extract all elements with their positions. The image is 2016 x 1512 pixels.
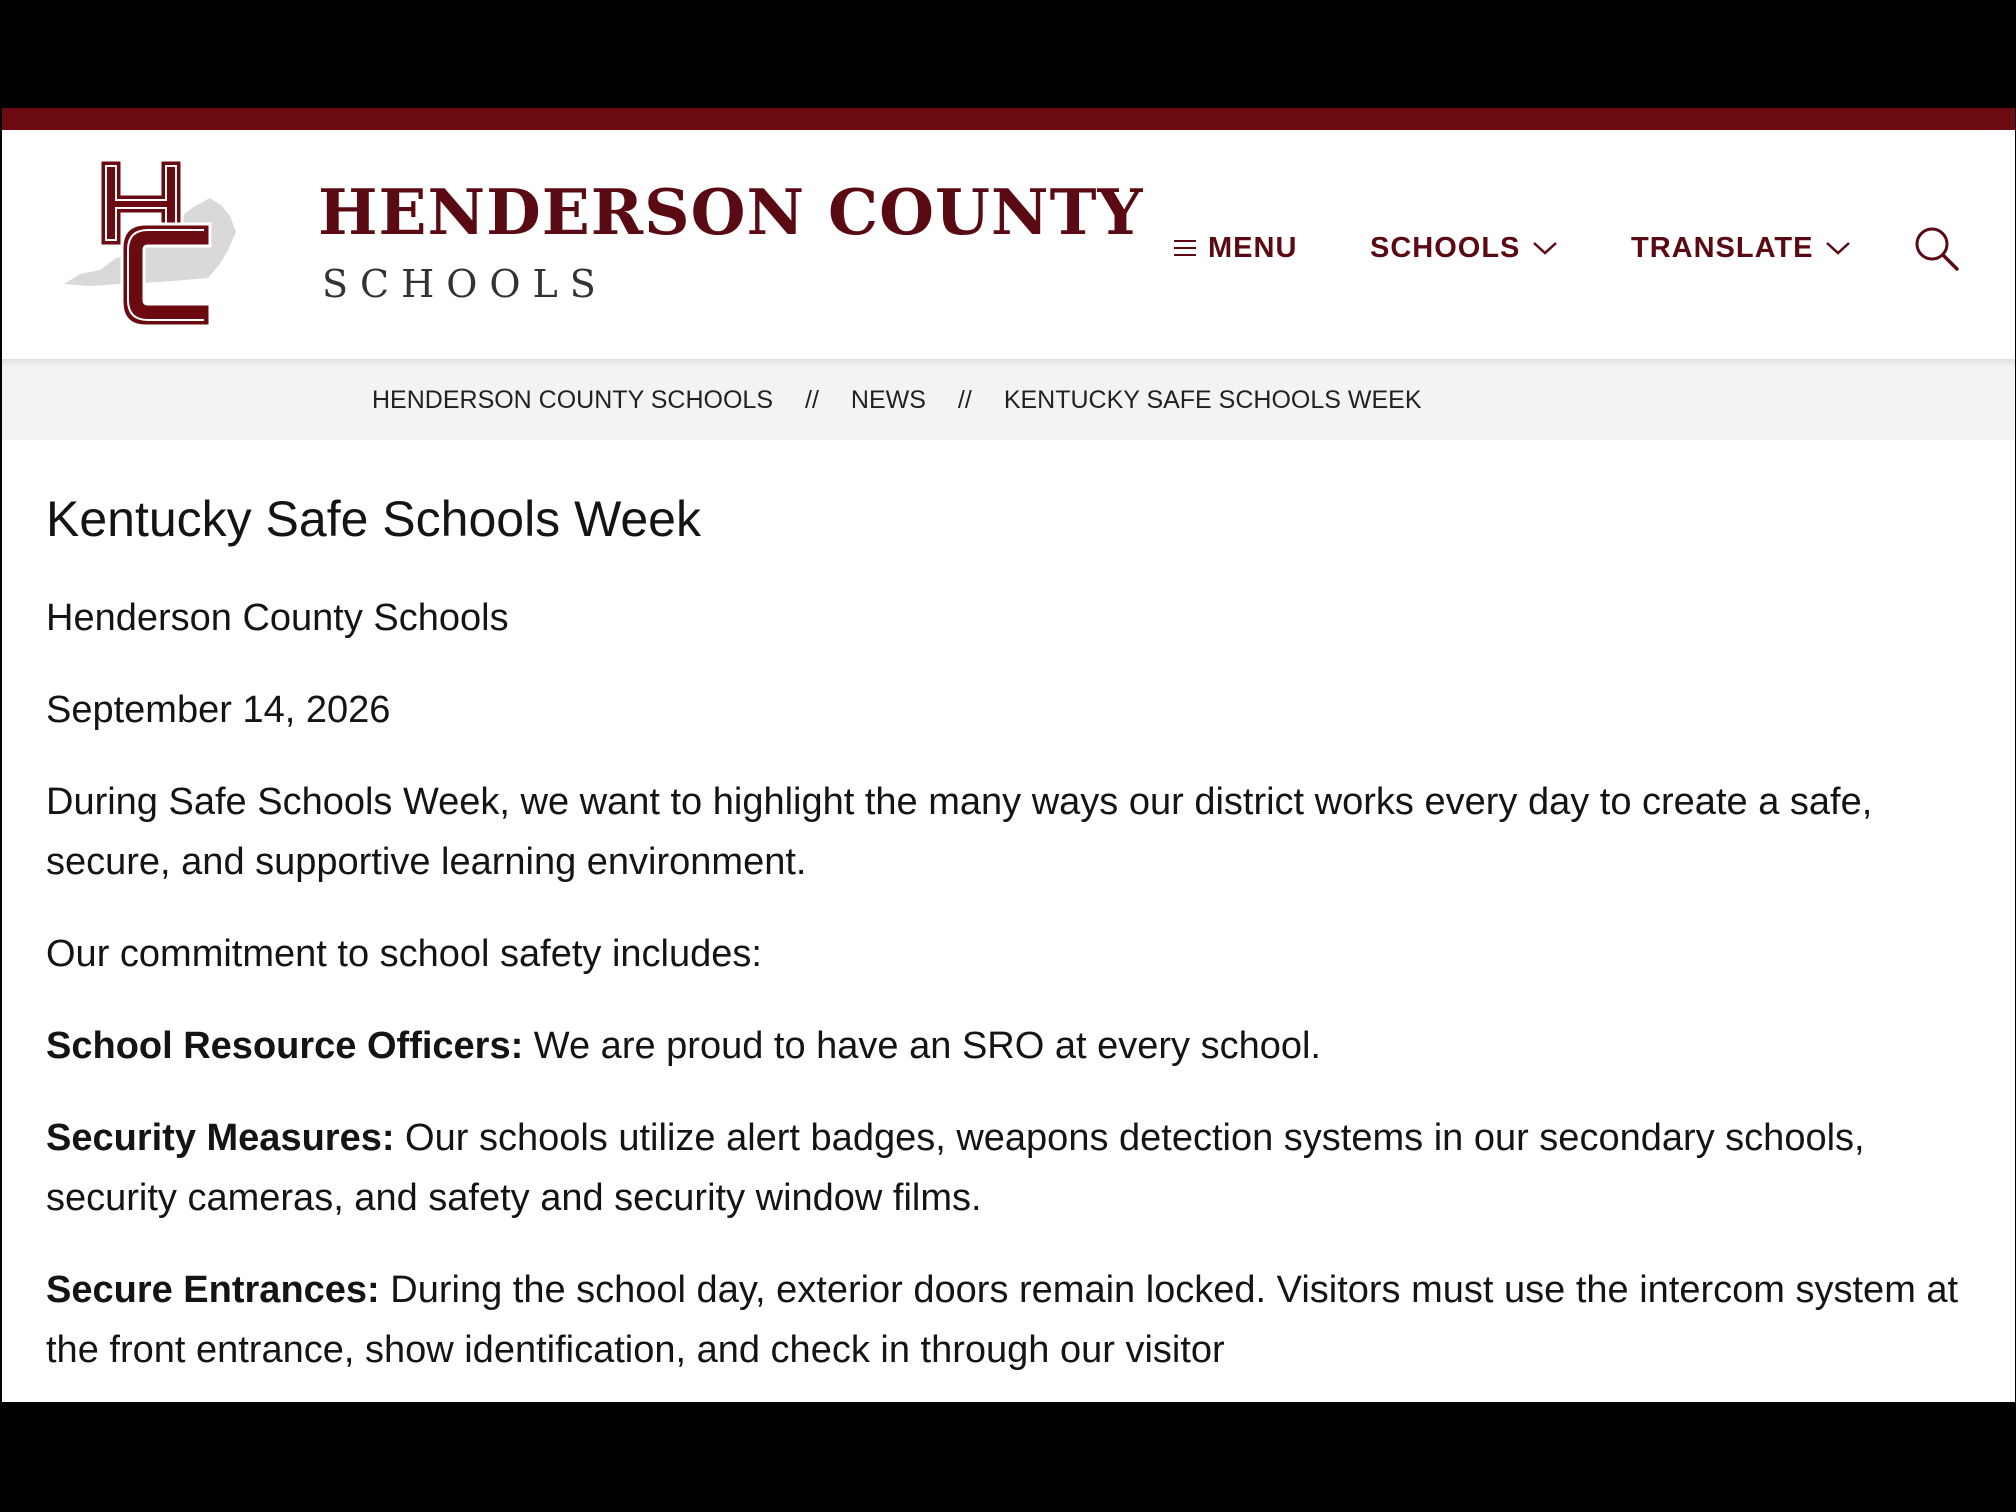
breadcrumb-separator: // (957, 385, 972, 414)
breadcrumb-bar (2, 359, 2015, 440)
article-date: September 14, 2026 (46, 689, 391, 731)
top-accent-bar (2, 108, 2015, 130)
article (46, 488, 1976, 1402)
menu-button[interactable] (1174, 228, 1297, 268)
article-author: Henderson County Schools (46, 597, 509, 639)
page (2, 108, 2015, 1402)
article-commitment: Our commitment to school safety includes: (46, 933, 762, 975)
article-title: Kentucky Safe Schools Week (46, 491, 701, 547)
breadcrumb (372, 381, 1422, 419)
safety-item-text: During the school day, exterior doors remain locked. Visitors must use the intercom system at the front entrance, show identification, and check in through our visitor (46, 1269, 1959, 1371)
translate-dropdown[interactable] (1631, 228, 1851, 268)
hamburger-icon (1174, 240, 1196, 256)
article-intro: During Safe Schools Week, we want to highlight the many ways our district works every day to create a safe, secure, and supportive learning environment. (46, 781, 1873, 883)
breadcrumb-separator: // (805, 385, 819, 414)
safety-item (46, 1016, 1976, 1076)
translate-label: TRANSLATE (1631, 231, 1814, 264)
safety-item (46, 1108, 1976, 1228)
site-subtitle[interactable]: SCHOOLS (322, 262, 608, 306)
schools-label: SCHOOLS (1370, 231, 1521, 264)
safety-item-lead: School Resource Officers: (46, 1025, 524, 1067)
breadcrumb-current: KENTUCKY SAFE SCHOOLS WEEK (1003, 385, 1422, 414)
site-title[interactable]: HENDERSON COUNTY (318, 175, 1144, 249)
safety-item-text: Our schools utilize alert badges, weapons detection systems in our secondary schools, security cameras, and safety and security window films. (46, 1117, 1865, 1219)
schools-dropdown[interactable] (1370, 228, 1558, 268)
breadcrumb-home[interactable]: HENDERSON COUNTY SCHOOLS (372, 385, 773, 414)
chevron-down-icon (1532, 240, 1558, 256)
site-header (2, 130, 2015, 359)
safety-item (46, 1260, 1976, 1380)
menu-label: MENU (1208, 231, 1298, 264)
safety-item-lead: Secure Entrances: (46, 1269, 380, 1311)
safety-item-text: We are proud to have an SRO at every school. (523, 1025, 1321, 1067)
chevron-down-icon (1825, 240, 1851, 256)
breadcrumb-news[interactable]: NEWS (850, 385, 926, 414)
search-icon[interactable] (1912, 224, 1960, 272)
safety-item-lead: Security Measures: (46, 1117, 395, 1159)
hc-monogram-kentucky-logo[interactable] (60, 154, 240, 334)
